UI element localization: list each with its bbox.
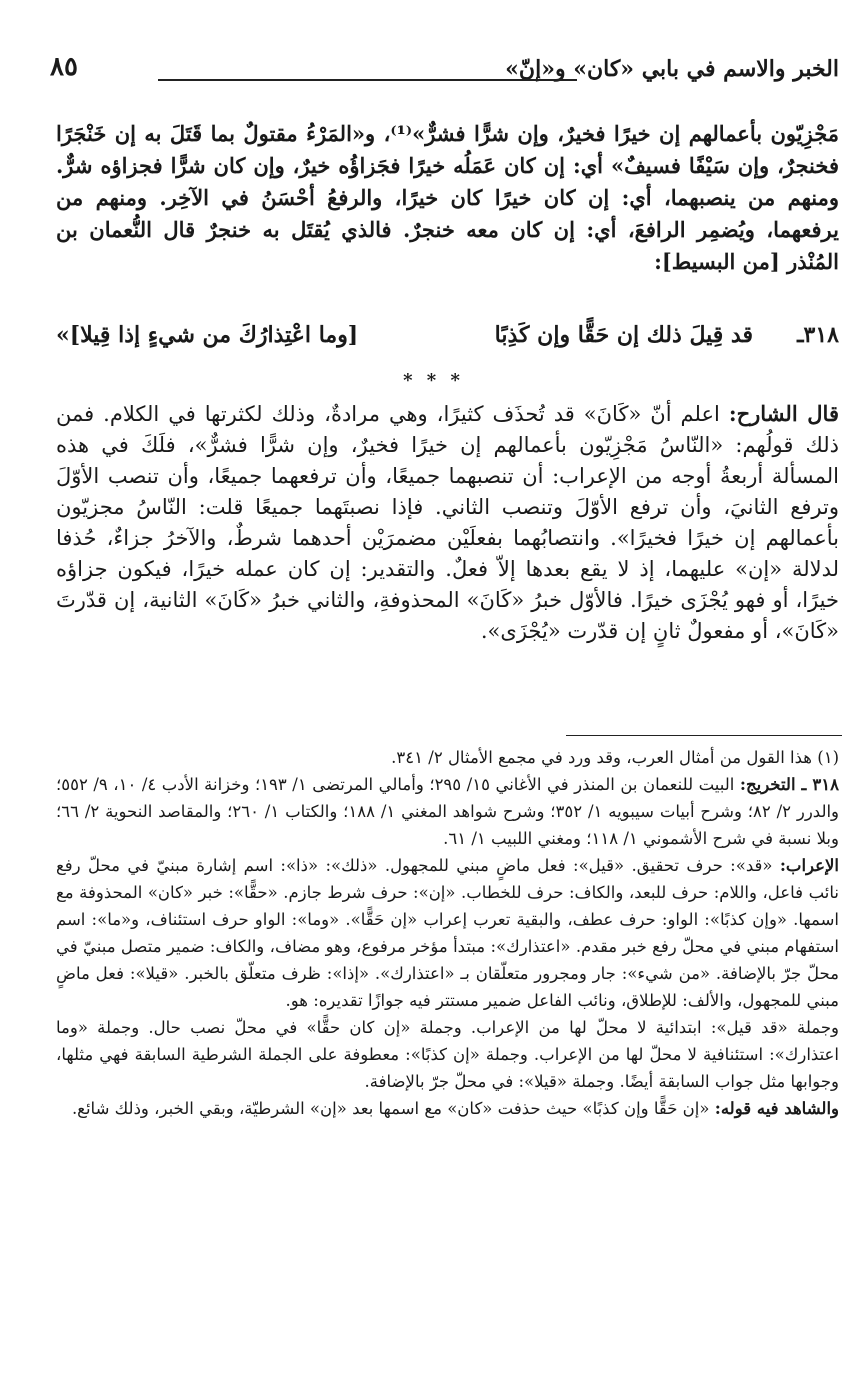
- note-label: والشاهد فيه قوله:: [714, 1099, 839, 1118]
- footnote-irab: الإعراب: «قد»: حرف تحقيق. «قيل»: فعل ماضٍ مبني للمجهول. «ذلك»: «ذا»: اسم إشارة مبنيّ في محلّ رفع نائب فاعل، واللام: حرف للبعد، والكاف: حرف للخطاب. «إن»: حرف شرط جازم. «حقًّا»: خبر «كان» المحذوفة مع اسمها. «وإن كذبًا»: الواو: حرف عطف، والبقية تعرب إعراب «إن حَقًّا». «وما»: الواو حرف استئناف، و«ما»: اسم استفهام مبني في محلّ رفع خبر مقدم. «اعتذارك»: مبتدأ مؤخر مرفوع، وهو مضاف، والكاف: ضمير متصل مبنيّ في محلّ جرّ بالإضافة. «من شيء»: جار ومجرور متعلّقان بـ «اعتذارك». «إذا»: ظرف متعلّق بالخبر. «قيلا»: فعل ماضٍ مبني للمجهول، والألف: للإطلاق، ونائب الفاعل ضمير مستتر فيه جوازًا تقديره: هو.: [56, 856, 839, 1010]
- page-number: ٨٥: [50, 52, 78, 82]
- commentary-text: اعلم أنّ «كَانَ» قد تُحذَف كثيرًا، وهي مرادةٌ، وذلك لكثرتها في الكلام. فمن ذلك قولُهم: «النّاسُ مَجْزِيّون بأعمالهم إن خيرًا فخيرٌ، وإن شرًّا فشرٌّ»، فلَكَ في هذه المسألة أربعةُ أوجه من الإعراب: أن تنصبهما جميعًا، وأن ترفعهما جميعًا، وأن تنصب الأوّلَ وترفع الثانيَ، وأن ترفع الأوّلَ وتنصب الثاني. فإذا نصبتَهما جميعًا قلت: النّاسُ مجزيّون بأعمالهم إن خيرًا فخيرًا». وانتصابُهما بفعلَيْن مضمرَيْن أحدهما شرطٌ، والآخرُ جزاءٌ، حُذفا لدلالة «إن» عليهما، إذ لا يقع بعدها إلاّ فعلٌ. والتقدير: إن كان عمله خيرًا، فيكون جزاؤه خيرًا، أو فهو يُجْزَى خيرًا. فالأوّل خبرُ «كَانَ» المحذوفةِ، والثاني خبرُ «كَانَ» الثانية، إن قدّرتَ «كَانَ»، أو مفعولٌ ثانٍ إن قدّرت «يُجْزَى».: [56, 402, 839, 643]
- commentary-lead: قال الشارح:: [728, 401, 839, 426]
- running-header: [50, 52, 839, 92]
- main-text-paragraph-2: [56, 398, 839, 647]
- verse-second-hemistich: [وما اعْتِذارُكَ من شيءٍ إذا قِيلا]»: [56, 322, 359, 348]
- section-separator: * * *: [403, 370, 464, 391]
- poetry-verse: [56, 322, 839, 358]
- note-label: ٣١٨ ـ التخريج:: [739, 775, 839, 794]
- header-rule: [158, 79, 577, 81]
- footnote-takhrij: ٣١٨ ـ التخريج: البيت للنعمان بن المنذر في الأغاني ١٥/ ٢٩٥؛ وأمالي المرتضى ١/ ١٩٣؛ وخزانة الأدب ٤/ ١٠، ٩/ ٥٥٢؛ والدرر ٢/ ٨٢؛ وشرح أبيات سيبويه ١/ ٣٥٢؛ وشرح شواهد المغني ١/ ١٨٨؛ والكتاب ١/ ٢٦٠؛ والمقاصد النحوية ٢/ ٦٦؛ وبلا نسبة في شرح الأشموني ١/ ١١٨؛ ومغني اللبيب ١/ ٦١.: [56, 775, 840, 848]
- footnote-shahid: والشاهد فيه قوله: «إن حَقًّا وإن كذبًا» حيث حذفت «كان» مع اسمها بعد «إن» الشرطيّة، وبقي الخبر، وذلك شائع.: [71, 1099, 839, 1118]
- note-label: الإعراب:: [779, 856, 839, 875]
- footnotes: [56, 744, 839, 1122]
- verse-number: ٣١٨ـ: [797, 322, 839, 348]
- footnote-rule: [566, 735, 842, 736]
- footnote-1: (١) هذا القول من أمثال العرب، وقد ورد في مجمع الأمثال ٢/ ٣٤١.: [391, 748, 839, 767]
- verse-first-hemistich: قد قِيلَ ذلك إن حَقًّا وإن كَذِبًا: [494, 322, 753, 348]
- main-text-paragraph-1: مَجْزِيّون بأعمالهم إن خيرًا فخيرٌ، وإن شرًّا فشرٌّ»⁽¹⁾، و«المَرْءُ مقتولٌ بما قَتَلَ به إن خَنْجَرًا فخنجرٌ، وإن سَيْفًا فسيفٌ» أي: إن كان عَمَلُه خيرًا فجَزاؤُه خيرٌ، وإن كان شرًّا فجزاؤه شرٌّ. ومنهم من ينصبهما، أي: إن كان خيرًا كان خيرًا، والرفعُ أحْسَنُ في الآخِر. ومنهم من يرفعهما، ويُضمِر الرافعَ، أي: إن كان معه خنجرٌ. فالذي يُقتَل به خنجرٌ قال النُّعمان بن المُنْذر [من البسيط]:: [56, 121, 839, 274]
- footnote-sentences: وجملة «قد قيل»: ابتدائية لا محلّ لها من الإعراب. وجملة «إن كان حقًّا» في محلّ نصب حال. وجملة «وما اعتذارك»: استئنافية لا محلّ لها من الإعراب. وجملة «إن كذبًا»: معطوفة على الجملة الشرطية السابقة فهي مثلها، وجوابها مثل جواب السابقة أيضًا. وجملة «قيلا»: في محلّ جرّ بالإضافة.: [56, 1018, 839, 1091]
- running-title: الخبر والاسم في بابي «كان» و«إنّ»: [505, 56, 839, 82]
